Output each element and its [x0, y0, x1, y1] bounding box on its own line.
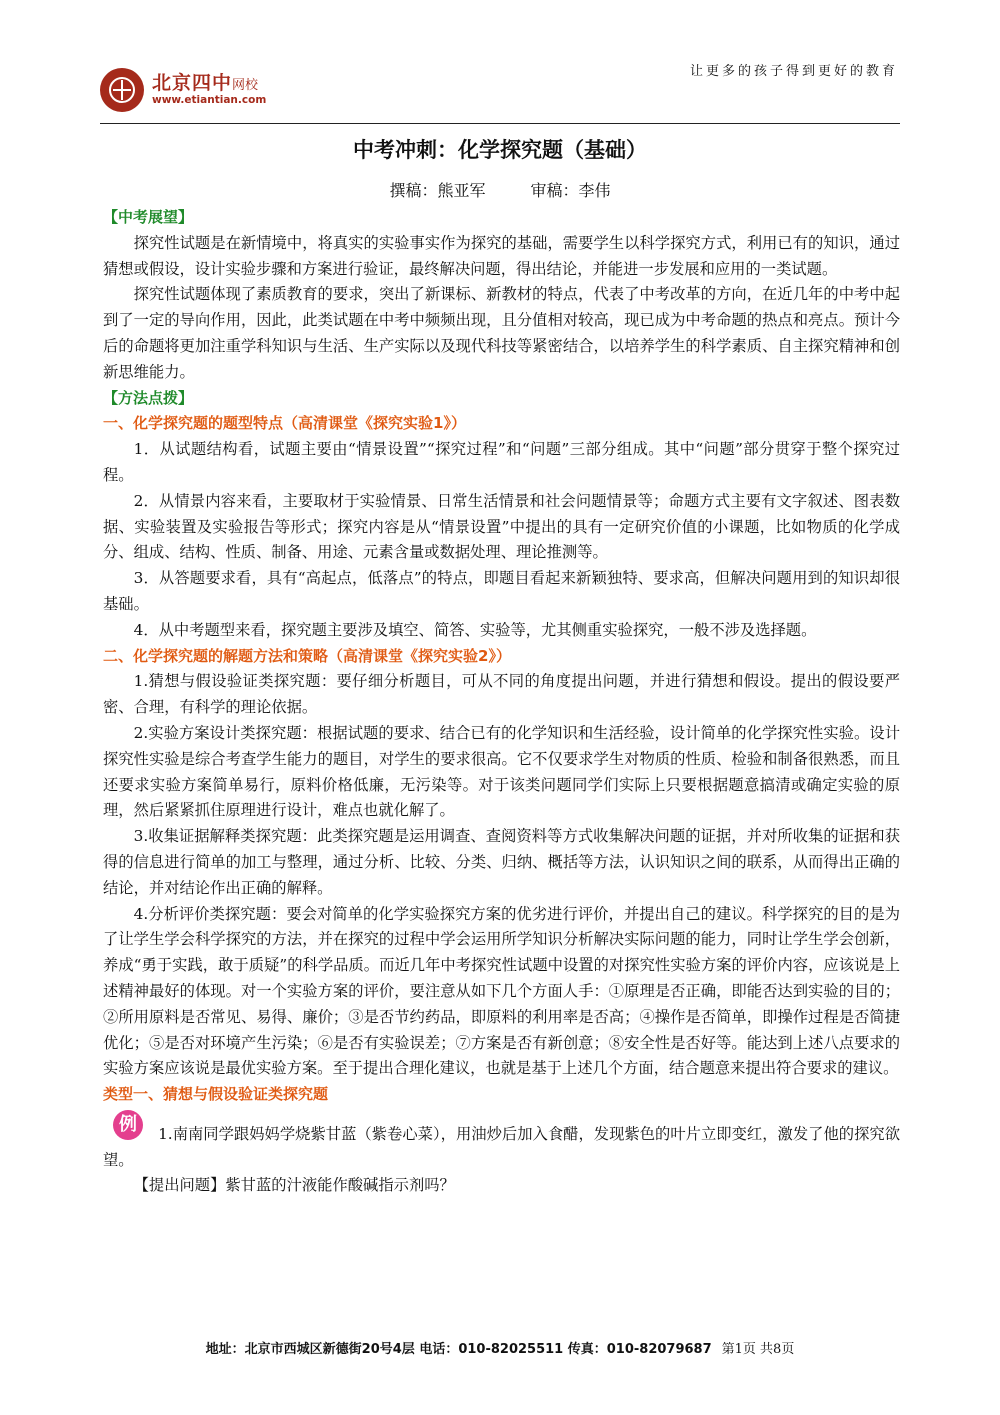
outlook-paragraph-1: 探究性试题是在新情境中，将真实的实验事实作为探究的基础，需要学生以科学探究方式，利用已有的知识，通过猜想或假设，设计实验步骤和方案进行验证，最终解决问题，得出结论，并能进一步发展和应用的一类试题。 — [103, 233, 900, 278]
logo-name-sub: 网校 — [232, 78, 259, 93]
author: 撰稿：熊亚军 — [389, 181, 486, 200]
outlook-paragraph-2: 探究性试题体现了素质教育的要求，突出了新课标、新教材的特点，代表了中考改革的方向，在近几年的中考中起到了一定的导向作用，因此，此类试题在中考中频频出现，且分值相对较高，现已成为中考命题的热点和亮点。预计今后的命题将更加注重学科知识与生活、生产实际以及现代科技等紧密结合，以培养学生的科学素质、自主探究精神和创新思维能力。 — [103, 285, 900, 381]
page-title: 中考冲刺：化学探究题（基础） — [353, 138, 647, 162]
part2-item: 1.猜想与假设验证类探究题：要仔细分析题目，可从不同的角度提出问题，并进行猜想和假设。提出的假设要严密、合理，有科学的理论依据。 — [103, 672, 900, 717]
header-slogan: 让更多的孩子得到更好的教育 — [689, 64, 898, 79]
part1-item: 4．从中考题型来看，探究题主要涉及填空、简答、实验等，尤其侧重实验探究，一般不涉及选择题。 — [133, 620, 817, 639]
part2-heading: 二、化学探究题的解题方法和策略（高清课堂《探究实验2》） — [103, 646, 511, 665]
example-block — [103, 1108, 900, 1174]
page-number: 第1页 共8页 — [721, 1342, 795, 1357]
part1-heading: 一、化学探究题的题型特点（高清课堂《探究实验1》） — [103, 414, 466, 433]
logo-url: www.etiantian.com — [152, 94, 267, 106]
outlook-heading: 【中考展望】 — [103, 208, 194, 226]
part1-item: 1．从试题结构看，试题主要由“情景设置”“探究过程”和“问题”三部分组成。其中“问题”部分贯穿于整个探究过程。 — [103, 440, 900, 484]
reviewer: 审稿：李伟 — [530, 181, 611, 200]
part2-item: 2.实验方案设计类探究题：根据试题的要求、结合已有的化学知识和生活经验，设计简单的化学探究性实验。设计探究性实验是综合考查学生能力的题目，对学生的要求很高。它不仅要求学生对物质的性质、检验和制备很熟悉，而且还要求实验方案简单易行，原料价格低廉，无污染等。对于该类问题同学们实际上只要根据题意搞清或确定实验的原理，然后紧紧抓住原理进行设计，难点也就化解了。 — [103, 723, 900, 820]
example-badge-icon: 例 — [113, 1110, 143, 1140]
example-text: 1.南南同学跟妈妈学烧紫甘蓝（紫卷心菜），用油炒后加入食醋，发现紫色的叶片立即变红，激发了他的探究欲望。 — [103, 1124, 900, 1169]
author-line — [100, 178, 900, 201]
logo-emblem-icon — [100, 68, 144, 112]
page-footer — [100, 1338, 900, 1357]
header-divider — [100, 123, 900, 124]
document-body — [103, 205, 900, 1199]
part1-item: 2．从情景内容来看，主要取材于实验情景、日常生活情景和社会问题情景等；命题方式主要有文字叙述、图表数据、实验装置及实验报告等形式；探究内容是从“情景设置”中提出的具有一定研究价值的小课题，比如物质的化学成分、组成、结构、性质、制备、用途、元素含量或数据处理、理论推测等。 — [103, 491, 900, 562]
logo-name-main: 北京四中 — [152, 72, 233, 94]
logo-name — [152, 68, 258, 95]
method-heading: 【方法点拨】 — [103, 388, 194, 407]
question-text: 【提出问题】紫甘蓝的汁液能作酸碱指示剂吗？ — [133, 1176, 455, 1195]
part2-item: 4.分析评价类探究题：要会对简单的化学实验探究方案的优劣进行评价，并提出自己的建议。科学探究的目的是为了让学生学会科学探究的方法，并在探究的过程中学会运用所学知识分析解决实际问题的能力，同时让学生学会创新，养成“勇于实践，敢于质疑”的科学品质。而近几年中考探究性试题中设置的对探究性实验方案的评价内容，应该说是上述精神最好的体现。对一个实验方案的评价，要注意从如下几个方面人手：①原理是否正确，即能否达到实验的目的；②所用原料是否常见、易得、廉价；③是否节约药品，即原料的利用率是否高；④操作是否简单，即操作过程是否简捷优化；⑤是否对环境产生污染；⑥是否有实验误差；⑦方案是否有新创意；⑧安全性是否好等。能达到上述八点要求的实验方案应该说是最优实验方案。至于提出合理化建议，也就是基于上述几个方面，结合题意来提出符合要求的建议。 — [103, 904, 900, 1078]
part1-item: 3．从答题要求看，具有“高起点，低落点”的特点，即题目看起来新颖独特、要求高，但解决问题用到的知识却很基础。 — [103, 569, 900, 613]
type1-heading: 类型一、猜想与假设验证类探究题 — [103, 1085, 329, 1104]
school-logo — [100, 68, 300, 124]
part2-item: 3.收集证据解释类探究题：此类探究题是运用调查、查阅资料等方式收集解决问题的证据，并对所收集的证据和获得的信息进行简单的加工与整理，通过分析、比较、分类、归纳、概括等方法，认识知识之间的联系，从而得出正确的结论，并对结论作出正确的解释。 — [103, 827, 900, 897]
footer-contact: 地址：北京市西城区新德街20号4层 电话：010-82025511 传真：010-82079687 — [205, 1342, 712, 1357]
page-header — [100, 52, 900, 124]
